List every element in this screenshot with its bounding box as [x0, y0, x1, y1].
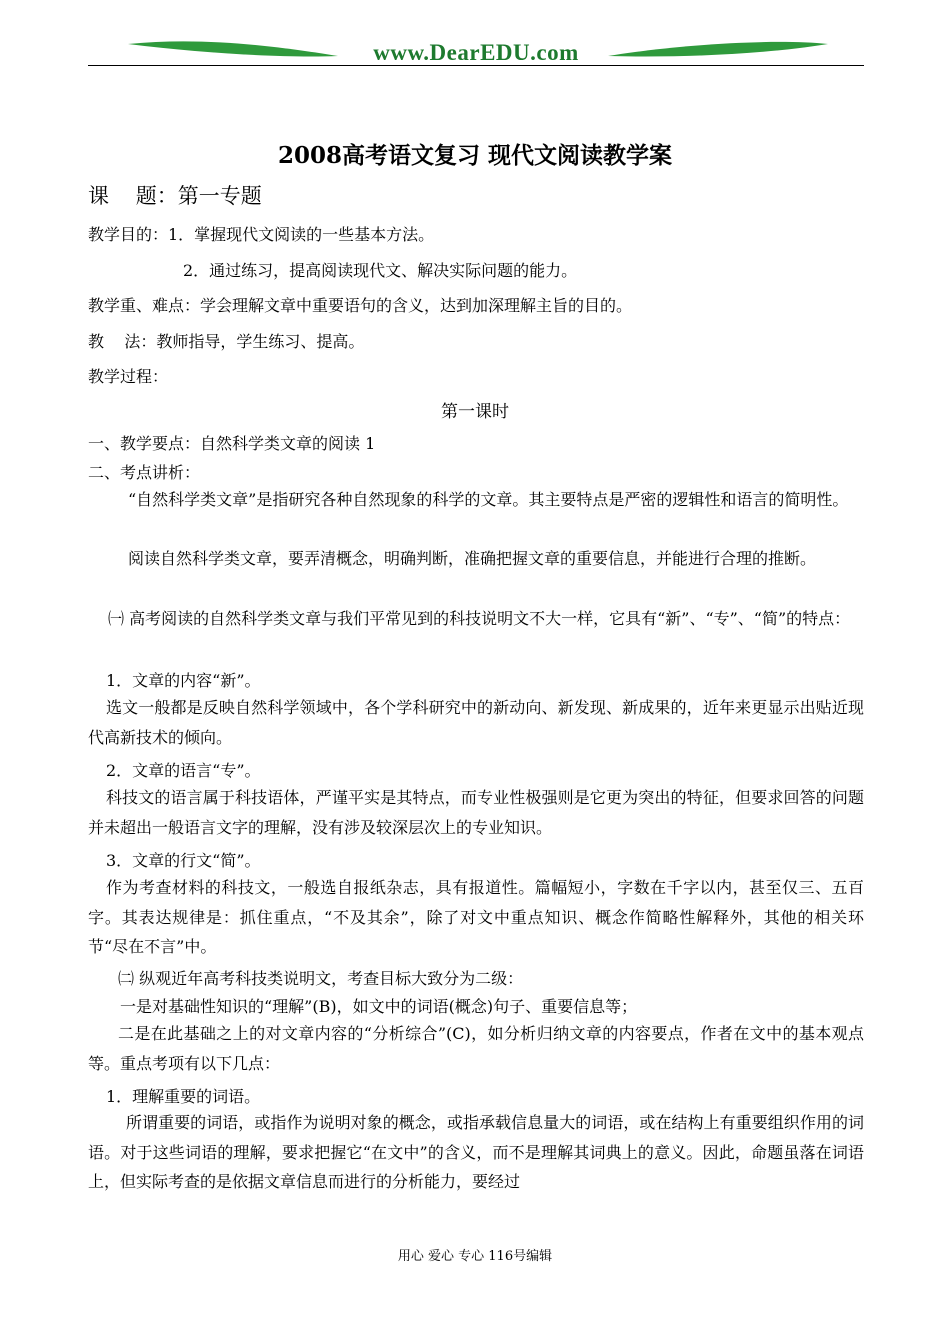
- lesson-item-1: 一、教学要点：自然科学类文章的阅读 1: [88, 434, 376, 453]
- teaching-process: 教学过程：: [88, 367, 169, 386]
- topic-line: 课 题：第一专题: [88, 184, 262, 208]
- page-title: 2008高考语文复习 现代文阅读教学案: [277, 142, 673, 169]
- subheading-1: 1．文章的内容“新”。: [106, 671, 261, 690]
- paragraph-10: 所谓重要的词语，或指作为说明对象的概念，或指承载信息量大的词语，或在结构上有重要组织作用的词语。对于这些词语的理解，要求把握它“在文中”的含义，而不是理解其词典上的意义。因此，命题虽落在词语上，但实际考查的是依据文章信息而进行的分析能力，要经过: [88, 1113, 864, 1191]
- subheading-2: 2．文章的语言“专”。: [106, 761, 261, 780]
- paragraph-5: 科技文的语言属于科技语体，严谨平实是其特点，而专业性极强则是它更为突出的特征，但要求回答的问题并未超出一般语言文字的理解，没有涉及较深层次上的专业知识。: [88, 788, 864, 837]
- paragraph-2: 阅读自然科学类文章，要弄清概念，明确判断，准确把握文章的重要信息，并能进行合理的推断。: [128, 549, 817, 568]
- page-footer: 用心 爱心 专心 116号编辑: [397, 1249, 553, 1264]
- lesson-item-2: 二、考点讲析：: [88, 463, 201, 482]
- paragraph-7: ㈡ 纵观近年高考科技类说明文，考查目标大致分为二级：: [118, 969, 524, 988]
- paragraph-8: 一是对基础性知识的“理解”(B)，如文中的词语(概念)句子、重要信息等；: [120, 997, 638, 1016]
- key-points: 教学重、难点：学会理解文章中重要语句的含义，达到加深理解主旨的目的。: [88, 296, 633, 315]
- lesson-heading: 第一课时: [441, 402, 509, 422]
- teaching-method: 教 法：教师指导，学生练习、提高。: [88, 332, 365, 351]
- paragraph-4: 选文一般都是反映自然科学领域中，各个学科研究中的新动向、新发现、新成果的，近年来更显示出贴近现代高新技术的倾向。: [88, 698, 864, 747]
- paragraph-9: 二是在此基础之上的对文章内容的“分析综合”(C)，如分析归纳文章的内容要点，作者在文中的基本观点等。重点考项有以下几点：: [88, 1024, 864, 1073]
- subheading-4: 1．理解重要的词语。: [106, 1087, 261, 1106]
- paragraph-3: ㈠ 高考阅读的自然科学类文章与我们平常见到的科技说明文不大一样，它具有“新”、“专”、“简”的特点：: [108, 609, 851, 628]
- paragraph-6: 作为考查材料的科技文，一般选自报纸杂志，具有报道性。篇幅短小，字数在千字以内，甚至仅三、五百字。其表达规律是：抓住重点，“不及其余”，除了对文中重点知识、概念作简略性解释外，其他的相关环节“尽在不言”中。: [88, 878, 864, 956]
- subheading-3: 3．文章的行文“简”。: [106, 851, 261, 870]
- header-divider: [88, 65, 864, 66]
- paragraph-1: “自然科学类文章”是指研究各种自然现象的科学的文章。其主要特点是严密的逻辑性和语言的简明性。: [128, 490, 849, 509]
- goal-1: 教学目的：1．掌握现代文阅读的一些基本方法。: [88, 225, 435, 244]
- goal-2: 2．通过练习，提高阅读现代文、解决实际问题的能力。: [183, 261, 578, 280]
- site-logo-text: www.DearEDU.com: [373, 40, 579, 65]
